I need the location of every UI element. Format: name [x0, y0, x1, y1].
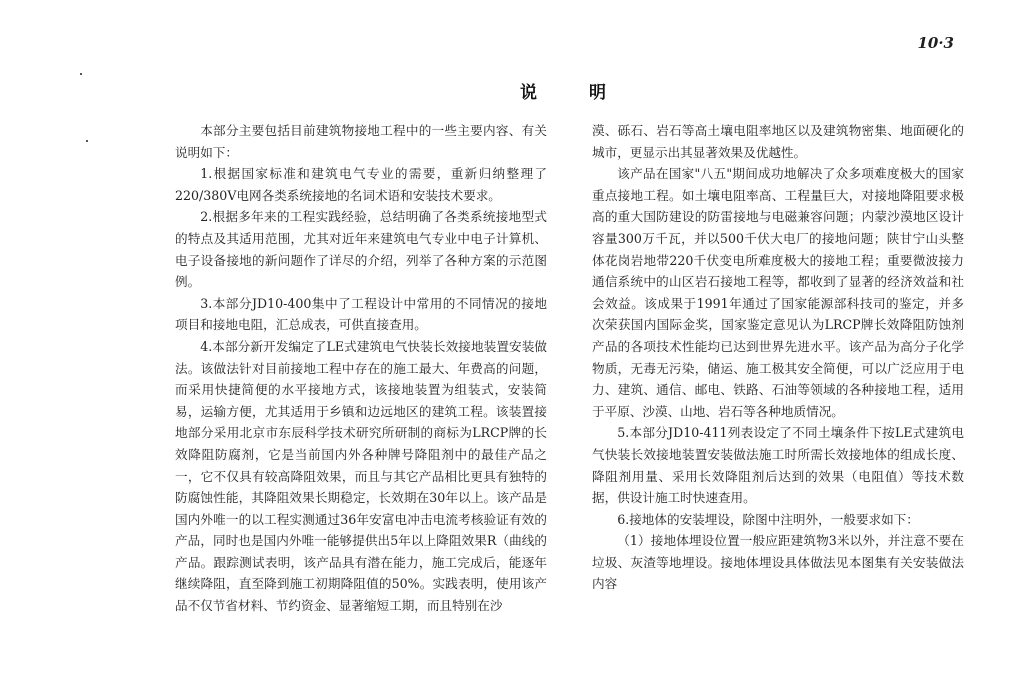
left-paragraph: 2.根据多年来的工程实践经验，总结明确了各类系统接地型式的特点及其适用范围，尤其对近年来建筑电气专业中电子计算机、电子设备接地的新问题作了详尽的介绍，列举了各种方案的示范图例。: [175, 209, 547, 290]
page-title: 说明: [520, 83, 658, 103]
page-number: 10·3: [917, 34, 954, 52]
right-column: [592, 120, 964, 595]
left-paragraph: 本部分主要包括目前建筑物接地工程中的一些主要内容、有关说明如下：: [175, 123, 547, 160]
left-paragraph: 1.根据国家标准和建筑电气专业的需要，重新归纳整理了220/380V电网各类系统接地的名词术语和安装技术要求。: [175, 166, 547, 203]
scan-speck: [80, 73, 82, 75]
right-paragraph: 漠、砾石、岩石等高土壤电阻率地区以及建筑物密集、地面硬化的城市，更显示出其显著效果及优越性。: [592, 123, 964, 160]
right-paragraph: 6.接地体的安装埋设，除图中注明外，一般要求如下：: [617, 511, 919, 527]
right-paragraph: 5.本部分JD10-411列表设定了不同土壤条件下按LE式建筑电气快装长效接地装置安装做法施工时所需长效接地体的组成长度、降阻剂用量、采用长效降阻剂后达到的效果（电阻值）等技术数据，供设计施工时快速查用。: [592, 425, 964, 506]
right-paragraph: 该产品在国家"八五"期间成功地解决了众多项难度极大的国家重点接地工程。如土壤电阻率高、工程量巨大，对接地降阻要求极高的重大国防建设的防雷接地与电磁兼容问题；内蒙沙漠地区设计容量300万千瓦，并以500千伏大电厂的接地问题；陕甘宁山头整体花岗岩地带220千伏变电所难度极大的接地工程；重要微波接力通信系统中的山区岩石接地工程等，都收到了显著的经济效益和社会效益。该成果于1991年通过了国家能源部科技司的鉴定，并多次荣获国内国际金奖，国家鉴定意见认为LRCP牌长效降阻防蚀剂产品的各项技术性能均已达到世界先进水平。该产品为高分子化学物质，无毒无污染，储运、施工极其安全简便，可以广泛应用于电力、建筑、通信、邮电、铁路、石油等领域的各种接地工程，适用于平原、沙漠、山地、岩石等各种地质情况。: [592, 166, 964, 419]
left-column: [175, 120, 547, 617]
left-paragraph: 3.本部分JD10-400集中了工程设计中常用的不同情况的接地项目和接地电阻，汇总成表，可供直接查用。: [175, 295, 547, 333]
right-paragraph: （1）接地体埋设位置一般应距建筑物3米以外，并注意不要在垃圾、灰渣等地埋设。接地体埋设具体做法见本图集有关安装做法内容: [592, 533, 964, 592]
left-paragraph: 4.本部分新开发编定了LE式建筑电气快装长效接地装置安装做法。该做法针对目前接地工程中存在的施工最大、年费高的问题，而采用快捷简便的水平接地方式，该接地装置为组装式，安装简易，运输方便，尤其适用于乡镇和边远地区的建筑工程。该装置接地部分采用北京市东辰科学技术研究所研制的商标为LRCP牌的长效降阻防腐剂，它是当前国内外各种牌号降阻剂中的最佳产品之一，它不仅具有较高降阻效果，而且与其它产品相比更具有独特的防腐蚀性能，其降阻效果长期稳定，长效期在30年以上。该产品是国内外唯一的以工程实测通过36年安富电冲击电流考核验证有效的产品，同时也是国内外唯一能够提供出5年以上降阻效果R（曲线的产品。跟踪测试表明，该产品具有潜在能力，施工完成后，能逐年继续降阻，直至降到施工初期降阻值的50%。实践表明，使用该产品不仅节省材料、节约资金、显著缩短工期，而且特别在沙: [175, 338, 547, 614]
scan-speck: [86, 140, 88, 142]
